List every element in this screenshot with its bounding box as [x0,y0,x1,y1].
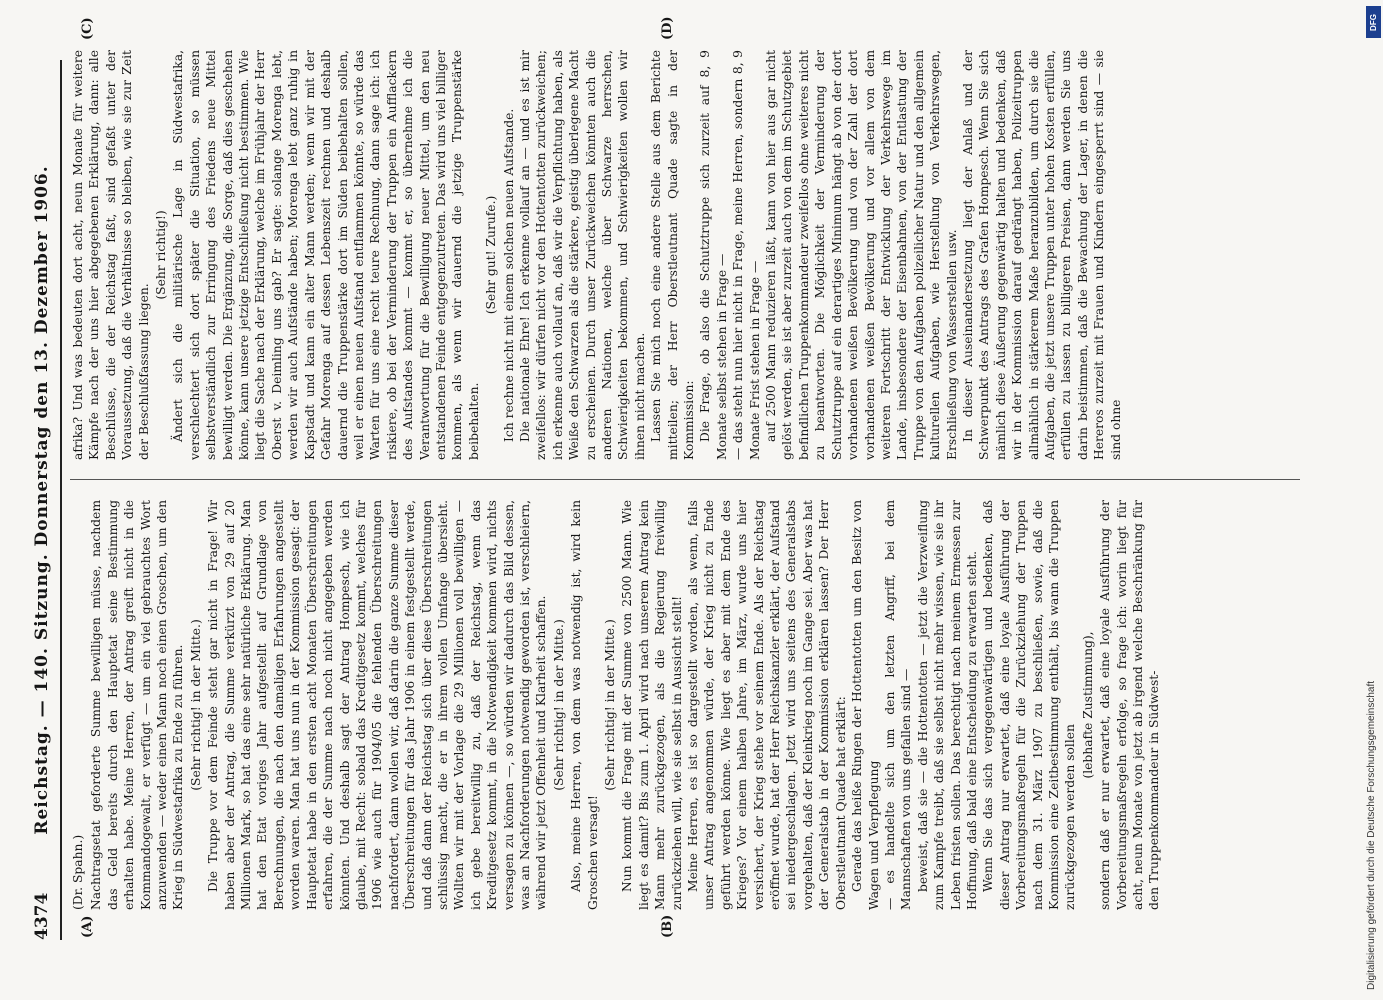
credit-text: Digitalisierung gefördert durch die Deutsche Forschungsgemeinschaft [1366,680,1377,990]
margin-marker-a: (A) [80,915,95,938]
page-header [28,60,58,940]
paragraph: Nachtragsetat geforderte Summe bewilligen müsse, nachdem das Geld bereits durch den Hauptetat seine Bestimmung erhalten habe. Meine Herren, der Antrag greift nicht in die Kommandogewalt, er verfügt — um ein viel gebrauchtes Wort anzuwenden — weder einen Mann noch einen Groschen, um den Krieg in Südwestafrika zu Ende zu führen. [89,500,186,910]
paragraph: — es handelte sich um den letzten Angriff, bei dem Mannschaften von uns gefallen sind — [882,500,914,910]
dfg-logo-icon: DFG [1366,6,1381,38]
quote: Gerade das heiße Ringen der Hottentotten um den Besitz von Wagen und Verpflegung [850,500,881,910]
quote: auf 2500 Mann reduzieren läßt, kann von hier aus gar nicht gelöst werden, sie ist aber zurzeit auch von dem im Schutzgebiet befindlichen Truppenkommandeur zweifellos ohne weiteres nicht zu beantworten. Die Möglichkeit der Verminderung der Schutztruppe auf ein derartiges Minimum hängt ab von der dort vorhandenen weißen Bevölkerung und von der Zahl der dort vorhandenen weißen Bevölkerung und vor allem von dem weiteren Fortschritt der Entwicklung der Verkehrswege im Lande, insbesondere der Eisenbahnen, von der Entlastung der Truppe von den Aufgaben polizeilicher Natur und den allgemein kulturellen Aufgaben, wie Herstellung von Verkehrswegen, Erschließung von Wasserstellen usw. [764,50,959,460]
digitization-credit [1364,0,1383,1000]
quote: Die Frage, ob also die Schutztruppe sich zurzeit auf 8, 9 Monate selbst stehen in Frage — [698,50,729,460]
column-divider [70,479,1300,480]
paragraph: Ändert sich die militärische Lage in Südwestafrika, verschlechtert sich dort später die Situation, so müssen selbstverständlich zur Erringung des Friedens neue Mittel bewilligt werden. Die Ergänzung, die Sorge, daß dies geschehen könne, kann unsere jetzige Entschließung nicht bestimmen. Wie liegt die Sache nach der Erklärung, welche im Frühjahr der Herr Oberst v. Deimling uns gab? Er sagte: solange Morenga lebt, werden wir auch Aufstände haben; Morenga lebt ganz ruhig in Kapstadt und kann ein alter Mann werden; wenn wir mit der Gefahr Morenga auf dessen Lebenszeit rechnen und deshalb dauernd die Truppenstärke dort im Süden beibehalten sollen, weil er einen neuen Aufstand entflammen könnte, so würde das Warten für uns eine recht teure Rechnung, dann sage ich: ich riskiere, ob bei der Verminderung der Truppen ein Aufflackern des Aufstandes kommt — kommt er, so übernehme ich die Verantwortung für die Bewilligung neuer Mittel, um den neu entstandenen Feinde entgegenzutreten. Das wird uns viel billiger kommen, als wenn wir dauernd die jetzige Truppenstärke beibehalten. [171,50,481,460]
header-title: Reichstag. — 140. Sitzung. Donnerstag den 13. Dezember 1906. [32,165,52,835]
left-column [70,500,1300,910]
speaker-name: (Dr. Spahn.) [71,834,85,910]
paragraph: sondern daß er nur erwartet, daß eine loyale Ausführung der Vorbereitungsmaßregeln erfolge, so frage ich: worin liegt für acht, neun Monate von jetzt ab irgend welche Beschränkung für den Truppenkommandeur in Südwest- [1098,500,1162,910]
paragraph: In dieser Auseinandersetzung liegt der Anlaß und der Schwerpunkt des Antrags des Grafen Hompesch. Wenn Sie sich nämlich diese Äußerung gegenwärtig halten und bedenken, daß wir in der Kommission darauf gedrängt haben, Polizeitruppen allmählich in stärkerem Maße heranzubilden, um durch sie die Aufgaben, die jetzt unsere Truppen unter hohen Kosten erfüllen, erfüllen zu lassen zu billigeren Preisen, dann werden Sie uns darin beistimmen, daß die Bewachung der Lager, in denen die Hereros zurzeit mit Frauen und Kindern eingesperrt sind — sie sind ohne [960,50,1123,460]
paragraph: — das steht nun hier nicht in Frage, meine Herren, sondern 8, 9 Monate Frist stehen in Frage — [731,50,762,460]
paragraph: Meine Herren, es ist so dargestellt worden, als wenn, falls unser Antrag angenommen würde, der Krieg nicht zu Ende geführt werden könne. Wie liegt es aber mit dem Ende des Krieges? Vor einem halben Jahre, im März, wurde uns hier versichert, der Krieg stehe vor seinem Ende. Als der Reichstag eröffnet wurde, hat der Herr Reichskanzler erklärt, der Aufstand sei niedergeschlagen. Jetzt wird uns seitens des Generalstabs vorgehalten, daß der Kleinkrieg noch im Gange sei. Aber was hat der Generalstab in der Kommission erklären lassen? Der Herr Oberstleutnant Quade hat erklärt: [686,500,848,910]
margin-marker-b: (B) [660,914,675,938]
margin-marker-c: (C) [80,17,95,40]
paragraph: afrika? Und was bedeuten dort acht, neun Monate für weitere Kämpfe nach der uns hier abgegebenen Erklärung, dann: alle Beschlüsse, die der Reichstag faßt, sind gefaßt unter der Voraussetzung, daß die Verhältnisse so bleiben, wie sie zur Zeit der Beschlußfassung liegen. [71,50,151,460]
interjection: (Sehr richtig! in der Mitte.) [188,619,203,791]
paragraph: Wenn Sie das sich vergegenwärtigen und bedenken, daß dieser Antrag nur erwartet, daß eine loyale Ausführung der Vorbereitungsmaßregeln für die Zurückziehung der Truppen nach dem 31. März 1907 zu beschließen, sowie, daß die Kommission eine Zeitbestimmung enthält, bis wann die Truppen zurückgezogen werden sollen [981,500,1078,910]
header-rule [60,60,62,940]
paragraph: Ich rechne nicht mit einem solchen neuen Aufstande. [501,108,516,442]
right-column [70,50,1300,460]
quote: beweist, daß sie — die Hottentotten — jetzt die Verzweiflung zum Kampfe treibt, daß sie selbst nicht mehr wissen, wie sie ihr Leben fristen sollen. Das berechtigt nach meinem Ermessen zur Hoffnung, daß bald eine Entscheidung zu erwarten steht. [915,500,979,910]
interjection: (Sehr richtig! in der Mitte.) [603,619,617,791]
interjection: (Sehr richtig! in der Mitte.) [551,619,566,791]
paragraph: Nun kommt die Frage mit der Summe von 2500 Mann. Wie liegt es damit? Bis zum 1. April wird nach unserem Antrag kein Mann mehr zurückgezogen, als die Regierung freiwillig zurückziehen will, wie sie selbst in Aussicht stellt! [620,500,684,910]
paragraph: Lassen Sie mich noch eine andere Stelle aus dem Berichte mitteilen; der Herr Oberstleutnant Quade sagte in der Kommission: [649,50,697,460]
margin-marker-d: (D) [660,16,675,40]
paragraph: Also, meine Herren, von dem was notwendig ist, wird kein Groschen versagt! [569,500,600,910]
paragraph: Die nationale Ehre! Ich erkenne vollauf an — und es ist mir zweifellos: wir dürfen nicht vor den Hottentotten zurückweichen; ich erkenne auch vollauf an, daß wir die Verpflichtung haben, als Weiße den Schwarzen als die stärkere, geistig überlegene Macht zu erscheinen. Durch unser Zurückweichen könnten auch die anderen Nationen, welche über Schwarze herrschen, Schwierigkeiten bekommen, und Schwierigkeiten wollen wir ihnen nicht machen. [517,50,647,460]
page-number: 4374 [32,892,52,940]
interjection: (Sehr richtig!) [154,210,169,300]
interjection: (Sehr gut! Zurufe.) [484,195,499,315]
paragraph: Die Truppe vor dem Feinde steht gar nicht in Frage! Wir haben aber der Antrag, die Summe verkürzt von 29 auf 20 Millionen Mark, so hat das eine sehr natürliche Erklärung. Man hat den Etat voriges Jahr aufgestellt auf Grundlage von Berechnungen, die nach den damaligen Erfahrungen angestellt worden waren. Man hat uns nun in der Kommission gesagt: der Hauptetat habe in den ersten acht Monaten Überschreitungen erfahren, die der Summe nach noch nicht angegeben werden könnten. Und deshalb sagt der Antrag Hompesch, wie ich glaube, mit Recht: sobald das Kreditgesetz kommt, welches für 1906 wie auch für 1904/05 die fehlenden Überschreitungen nachfordert, dann wollen wir, daß darin die ganze Summe dieser Überschreitungen für das Jahr 1906 in einem festgestellt werde, und daß dann der Reichstag sich über diese Überschreitungen schlüssig macht, die er in ihrem vollen Umfange übersieht. Wollten wir mit der Vorlage die 29 Millionen voll bewilligen — ich gebe bereitwillig zu, daß der Reichstag, wenn das Kreditgesetz kommt, in die Notwendigkeit kommen wird, nichts versagen zu können —, so würden wir dadurch das Bild dessen, was an Nachforderungen notwendig geworden ist, verschleiern, während wir jetzt Offenheit und Klarheit schaffen. [206,500,549,910]
interjection: (lebhafte Zustimmung), [1080,631,1095,779]
